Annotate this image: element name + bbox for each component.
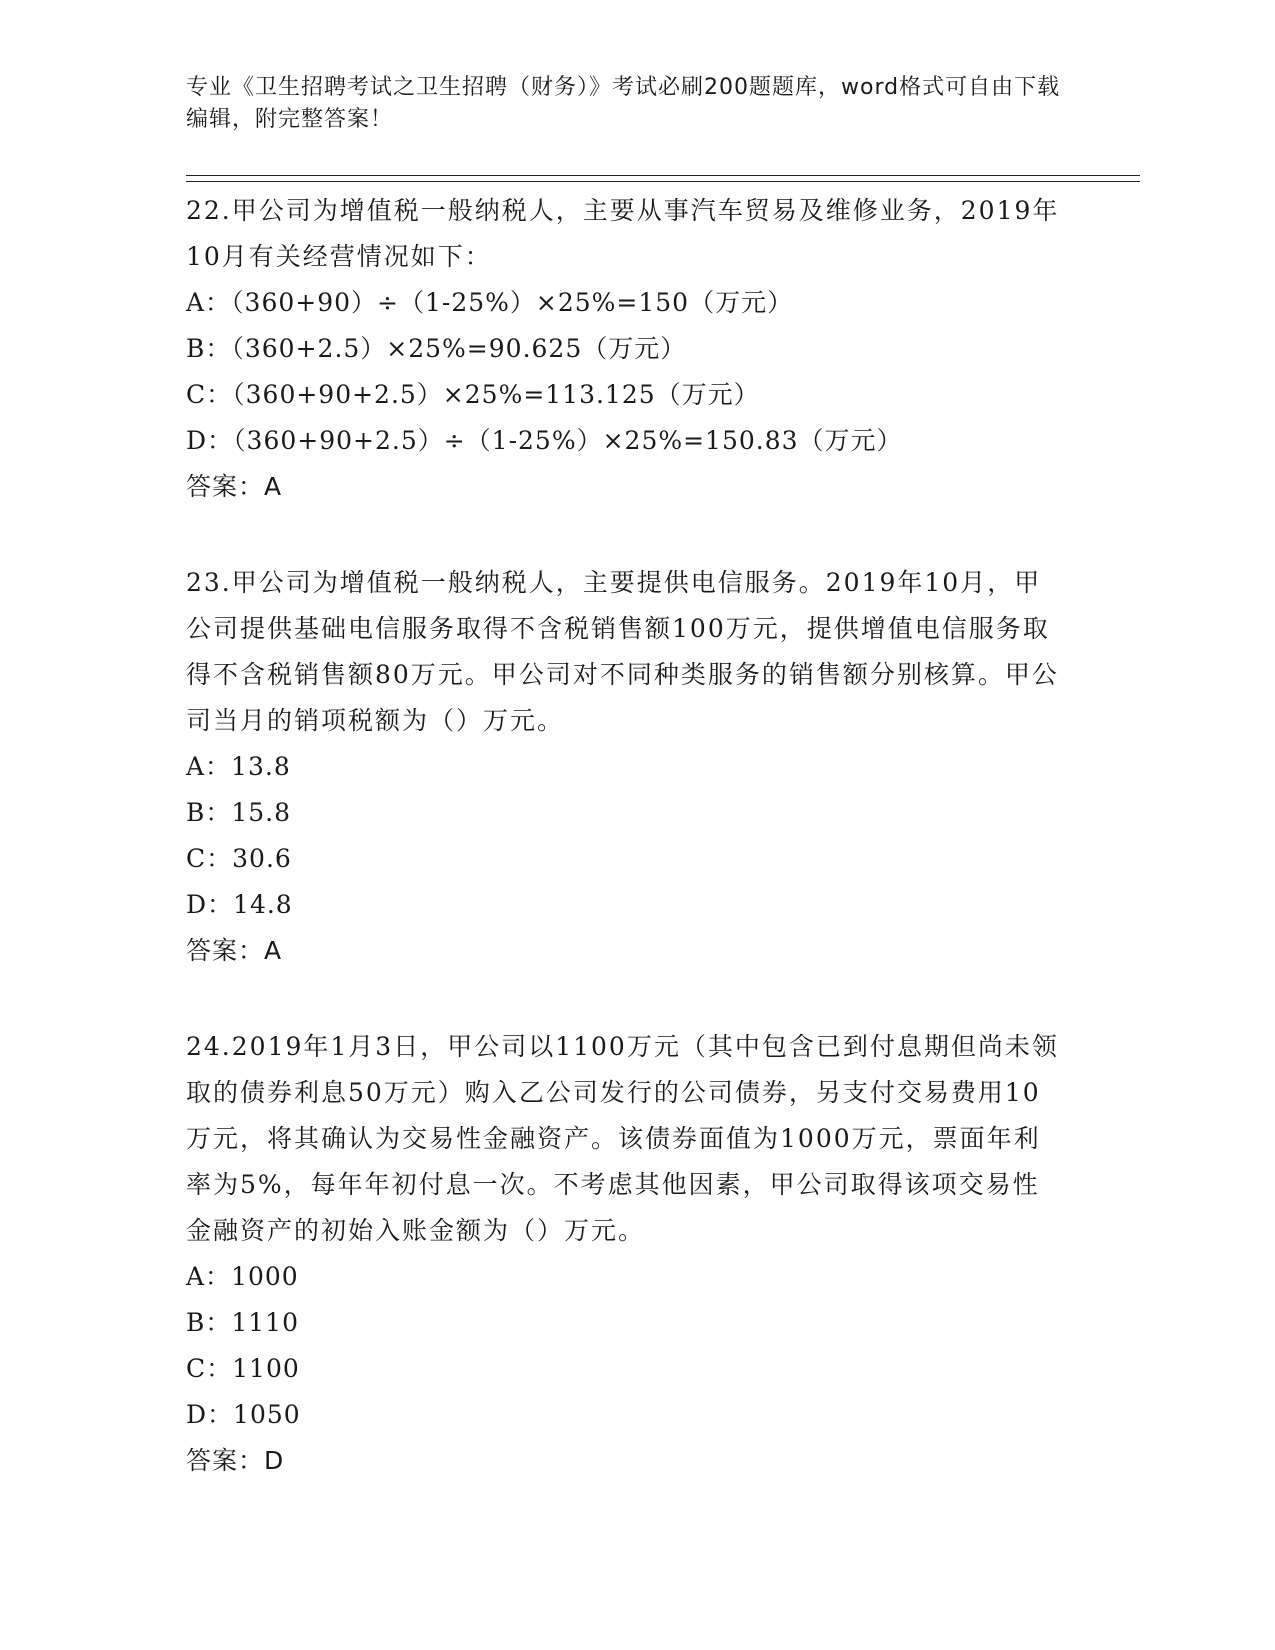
option-d: D：1050 [186,1400,301,1429]
option-list [186,1254,1066,1438]
option-c: C：30.6 [186,844,292,873]
option-b: B：15.8 [186,798,292,827]
answer-line: 答案：D [186,1446,285,1475]
question-23 [186,560,1066,974]
question-22 [186,188,1066,510]
option-c: C：（360+90+2.5）×25%=113.125（万元） [186,380,760,409]
header-divider-top [186,175,1140,176]
header-divider-bottom [186,181,1140,182]
option-list [186,280,1066,464]
option-b: B：1110 [186,1308,299,1337]
question-24 [186,1024,1066,1484]
option-d: D：（360+90+2.5）÷（1-25%）×25%=150.83（万元） [186,426,903,455]
answer-line: 答案：A [186,936,283,965]
question-stem: 24.2019年1月3日，甲公司以1100万元（其中包含已到付息期但尚未领取的债券利息50万元）购入乙公司发行的公司债券，另支付交易费用10万元，将其确认为交易性金融资产。该债券面值为1000万元，票面年利率为5%，每年年初付息一次。不考虑其他因素，甲公司取得该项交易性金融资产的初始入账金额为（）万元。 [186,1032,1059,1245]
option-c: C：1100 [186,1354,300,1383]
question-list [186,188,1066,1534]
option-a: A：1000 [186,1262,299,1291]
question-stem: 23.甲公司为增值税一般纳税人，主要提供电信服务。2019年10月，甲公司提供基础电信服务取得不含税销售额100万元，提供增值电信服务取得不含税销售额80万元。甲公司对不同种类服务的销售额分别核算。甲公司当月的销项税额为（）万元。 [186,568,1059,735]
question-stem: 22.甲公司为增值税一般纳税人，主要从事汽车贸易及维修业务，2019年10月有关经营情况如下： [186,196,1060,271]
option-a: A：（360+90）÷（1-25%）×25%=150（万元） [186,288,794,317]
option-a: A：13.8 [186,752,291,781]
option-b: B：（360+2.5）×25%=90.625（万元） [186,334,687,363]
option-d: D：14.8 [186,890,293,919]
document-header: 专业《卫生招聘考试之卫生招聘（财务）》考试必刷200题题库，word格式可自由下载编辑，附完整答案！ [186,75,1061,132]
option-list [186,744,1066,928]
answer-line: 答案：A [186,472,283,501]
